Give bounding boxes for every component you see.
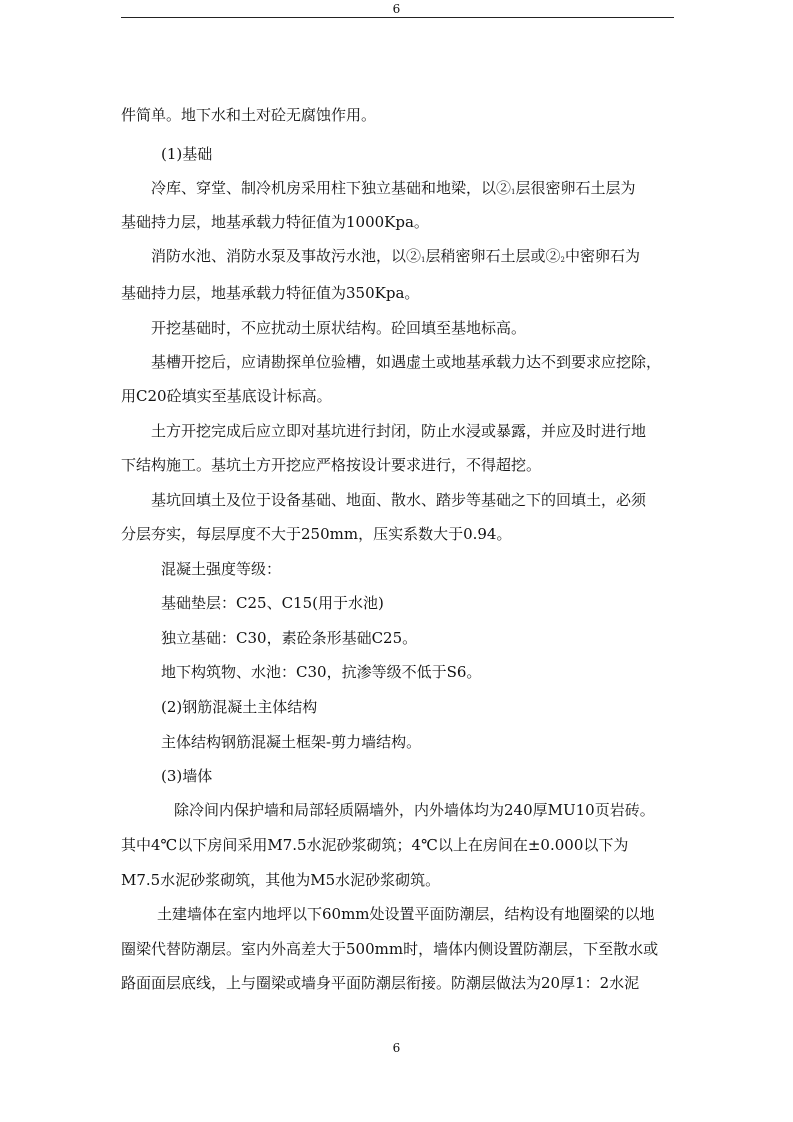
text-line: 开挖基础时，不应扰动土原状结构。砼回填至基地标高。 (151, 319, 527, 337)
text-line: 消防水池、消防水泵及事故污水池，以$②_1$层稍密卵石土层或$②_2$中密卵石为 (151, 247, 640, 265)
text-line: 基槽开挖后，应请勘探单位验槽，如遇虚土或地基承载力达不到要求应挖除， (151, 353, 662, 371)
text-line: 独立基础：C30，素砼条形基础C25。 (161, 629, 418, 647)
header-page-number: 6 (392, 2, 401, 16)
text-line: 土方开挖完成后应立即对基坑进行封闭，防止水浸或暴露，并应及时进行地 (151, 422, 647, 440)
section-heading: (3)墙体 (161, 767, 213, 785)
text-line: 土建墙体在室内地坪以下60mm处设置平面防潮层，结构设有地圈梁的以地 (157, 905, 655, 923)
text-line: 基础持力层，地基承载力特征值为350Kpa。 (121, 284, 420, 302)
header-rule (121, 17, 674, 18)
text-line: 冷库、穿堂、制冷机房采用柱下独立基础和地梁，以$②_1$层很密卵石土层为 (151, 179, 636, 197)
section-heading: (2)钢筋混凝土主体结构 (161, 698, 318, 716)
text-line: 用C20砼填实至基底设计标高。 (121, 387, 332, 405)
text-line: 圈梁代替防潮层。室内外高差大于500mm时，墙体内侧设置防潮层，下至散水或 (121, 940, 659, 958)
text-line: 下结构施工。基坑土方开挖应严格按设计要求进行，不得超挖。 (121, 456, 542, 474)
text-line: 件简单。地下水和土对砼无腐蚀作用。 (121, 106, 377, 124)
section-heading: (1)基础 (161, 145, 213, 163)
text-line: 主体结构钢筋混凝土框架-剪力墙结构。 (161, 733, 422, 751)
text-line: 地下构筑物、水池：C30，抗渗等级不低于S6。 (161, 663, 482, 681)
text-line: 其中4℃以下房间采用M7.5水泥砂浆砌筑；4℃以上在房间在±0.000以下为 (121, 836, 629, 854)
text-line: 混凝土强度等级： (161, 560, 282, 578)
text-line: 分层夯实，每层厚度不大于250mm，压实系数大于0.94。 (121, 525, 512, 543)
footer-page-number: 6 (392, 1041, 401, 1055)
text-line: 路面面层底线，上与圈梁或墙身平面防潮层衔接。防潮层做法为20厚1：2水泥 (121, 974, 640, 992)
text-line: 除冷间内保护墙和局部轻质隔墙外，内外墙体均为240厚MU10页岩砖。 (174, 801, 655, 819)
text-line: 基础持力层，地基承载力特征值为1000Kpa。 (121, 213, 429, 231)
text-line: M7.5水泥砂浆砌筑，其他为M5水泥砂浆砌筑。 (121, 871, 441, 889)
text-line: 基坑回填土及位于设备基础、地面、散水、踏步等基础之下的回填土，必须 (151, 491, 647, 509)
text-line: 基础垫层：C25、C15(用于水池) (161, 594, 384, 612)
